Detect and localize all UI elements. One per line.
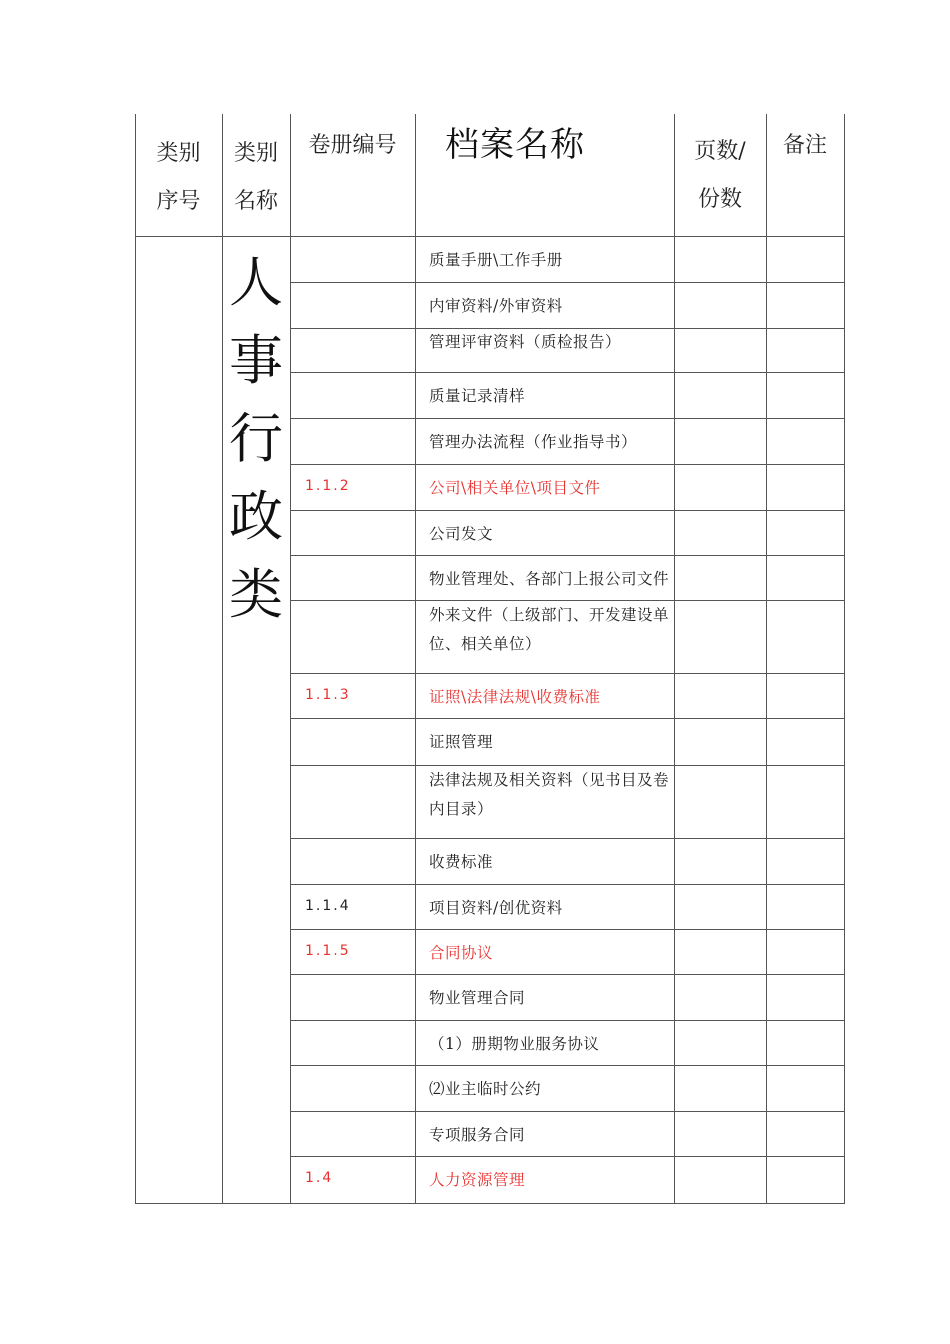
row-separator <box>290 929 845 930</box>
archive-item-name: 内审资料/外审资料 <box>429 297 563 315</box>
row-separator <box>290 510 845 511</box>
archive-item-name: 物业管理合同 <box>429 989 526 1007</box>
archive-item-name: 证照\法律法规\收费标准 <box>429 688 601 706</box>
row-separator <box>135 1203 845 1204</box>
row-separator <box>290 974 845 975</box>
row-separator <box>290 673 845 674</box>
header-category-seq: 类别 序号 <box>156 141 201 214</box>
archive-item-name: 质量手册\工作手册 <box>429 251 563 269</box>
row-separator <box>290 328 845 329</box>
header-archive-name: 档案名称 <box>445 125 585 165</box>
rule-col3 <box>415 114 416 1203</box>
header-remarks: 备注 <box>782 133 827 158</box>
archive-item-name: 证照管理 <box>429 733 494 751</box>
row-separator <box>290 1020 845 1021</box>
category-name-vertical: 人 事 行 政 类 <box>229 251 283 626</box>
row-separator <box>290 464 845 465</box>
volume-code: 1.1.2 <box>305 478 351 494</box>
rule-col5 <box>766 114 767 1203</box>
archive-item-name: 公司发文 <box>429 525 494 543</box>
row-separator <box>290 718 845 719</box>
archive-item-name: 公司\相关单位\项目文件 <box>429 479 601 497</box>
row-separator <box>290 1065 845 1066</box>
archive-item-name: 管理办法流程（作业指导书） <box>429 433 638 451</box>
header-pages-copies: 页数/ 份数 <box>694 139 746 212</box>
archive-item-name: 法律法规及相关资料（见书目及卷内目录） <box>429 771 670 818</box>
archive-item-name: 专项服务合同 <box>429 1126 526 1144</box>
archive-item-name: 人力资源管理 <box>429 1171 526 1189</box>
archive-item-name: 物业管理处、各部门上报公司文件 <box>429 570 670 588</box>
archive-table <box>135 114 845 1203</box>
archive-item-name: 质量记录清样 <box>429 387 526 405</box>
volume-code: 1.1.3 <box>305 687 351 703</box>
archive-item-name: 合同协议 <box>429 944 494 962</box>
row-separator <box>290 555 845 556</box>
archive-item-name: 外来文件（上级部门、开发建设单位、相关单位） <box>429 606 670 653</box>
archive-item-name: 收费标准 <box>429 853 494 871</box>
row-separator <box>290 1111 845 1112</box>
volume-code: 1.1.4 <box>305 898 351 914</box>
rule-col2 <box>290 114 291 1203</box>
rule-right <box>844 114 845 1203</box>
header-category-name: 类别 名称 <box>233 141 278 214</box>
row-separator <box>290 282 845 283</box>
row-separator <box>290 765 845 766</box>
header-separator <box>135 236 845 237</box>
volume-code: 1.4 <box>305 1170 334 1186</box>
rule-left <box>135 114 136 1203</box>
rule-col4 <box>674 114 675 1203</box>
archive-item-name: 管理评审资料（质检报告） <box>429 333 622 351</box>
header-volume-number: 卷册编号 <box>308 133 397 158</box>
row-separator <box>290 838 845 839</box>
row-separator <box>290 372 845 373</box>
archive-item-name: （1）册期物业服务协议 <box>429 1035 600 1053</box>
row-separator <box>290 884 845 885</box>
row-separator <box>290 418 845 419</box>
row-separator <box>290 1156 845 1157</box>
volume-code: 1.1.5 <box>305 943 351 959</box>
archive-item-name: ⑵业主临时公约 <box>429 1080 542 1098</box>
archive-item-name: 项目资料/创优资料 <box>429 899 563 917</box>
row-separator <box>290 600 845 601</box>
